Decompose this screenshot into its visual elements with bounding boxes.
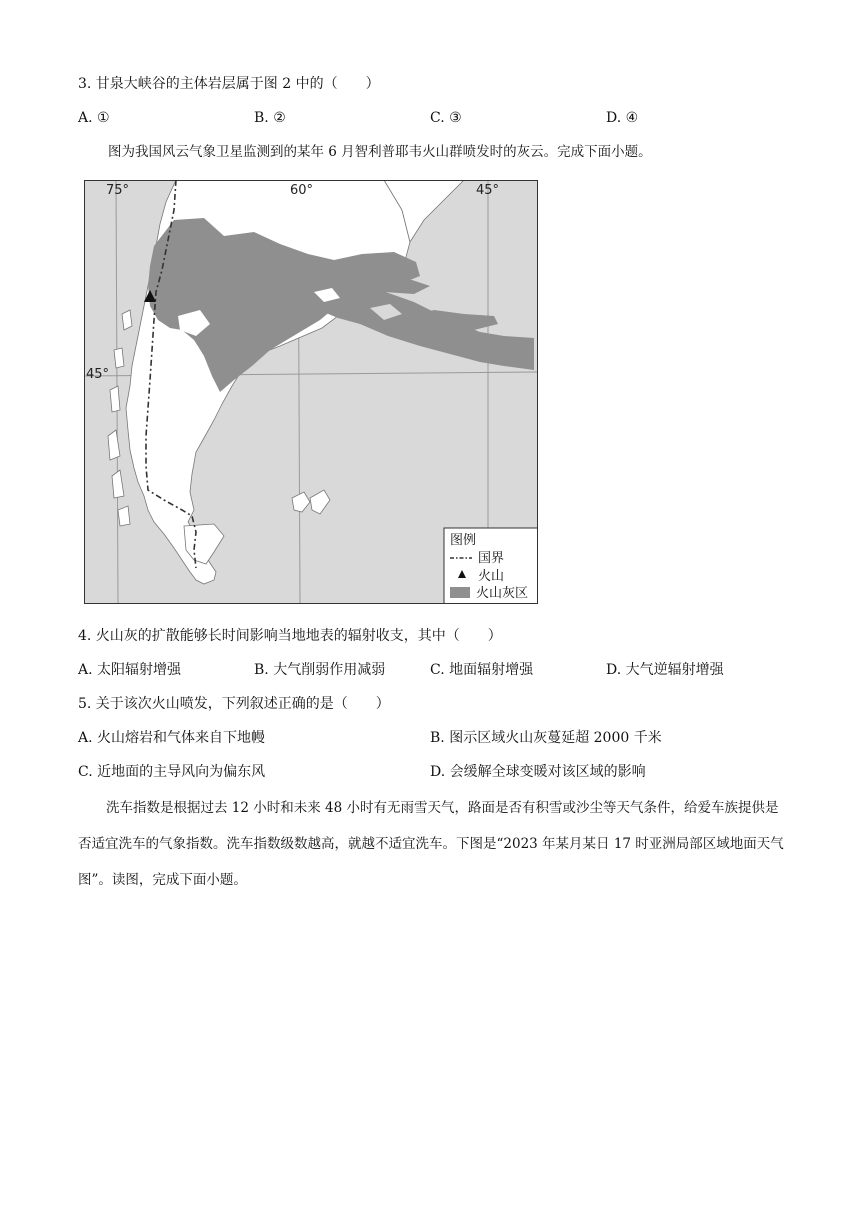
legend-ash-swatch — [450, 587, 470, 598]
q5-stem: 5. 关于该次火山喷发，下列叙述正确的是（ ） — [78, 696, 390, 712]
q5-option-a: A. 火山熔岩和气体来自下地幔 — [78, 730, 266, 746]
lon-label-45: 45° — [476, 183, 500, 198]
q5-option-d: D. 会缓解全球变暖对该区域的影响 — [430, 764, 646, 780]
q4-option-c: C. 地面辐射增强 — [430, 662, 534, 678]
q4-stem: 4. 火山灰的扩散能够长时间影响当地地表的辐射收支，其中（ ） — [78, 628, 502, 644]
legend-ash-label: 火山灰区 — [476, 586, 529, 601]
map-legend — [444, 528, 538, 604]
lon-label-60: 60° — [290, 183, 314, 198]
legend-volcano-label: 火山 — [478, 569, 505, 584]
q5-option-c: C. 近地面的主导风向为偏东风 — [78, 764, 266, 780]
volcano-ash-map — [84, 180, 538, 604]
q4-option-b: B. 大气削弱作用减弱 — [254, 662, 386, 678]
intro-car-wash: 洗车指数是根据过去 12 小时和未来 48 小时有无雨雪天气，路面是否有积雪或沙尘等天气条件，给爱车族提供是否适宜洗车的气象指数。洗车指数级数越高，就越不适宜洗车。下图是“2023 年某月某日 17 时亚洲局部区域地面天气图”。读图，完成下面小题。 — [78, 800, 784, 888]
intro-volcano: 图为我国风云气象卫星监测到的某年 6 月智利普耶韦火山群喷发时的灰云。完成下面小题。 — [108, 144, 652, 160]
q3-option-c: C. ③ — [430, 110, 462, 126]
lon-label-75: 75° — [106, 183, 130, 198]
q3-option-b: B. ② — [254, 110, 286, 126]
q3-option-a: A. ① — [78, 110, 110, 126]
lat-label-45: 45° — [86, 367, 110, 382]
q4-option-a: A. 太阳辐射增强 — [78, 662, 182, 678]
q3-option-d: D. ④ — [606, 110, 639, 126]
legend-title: 图例 — [450, 533, 477, 548]
q4-option-d: D. 大气逆辐射增强 — [606, 662, 724, 678]
q5-option-b: B. 图示区域火山灰蔓延超 2000 千米 — [430, 730, 662, 746]
legend-border-label: 国界 — [478, 551, 505, 566]
q3-stem: 3. 甘泉大峡谷的主体岩层属于图 2 中的（ ） — [78, 76, 380, 92]
